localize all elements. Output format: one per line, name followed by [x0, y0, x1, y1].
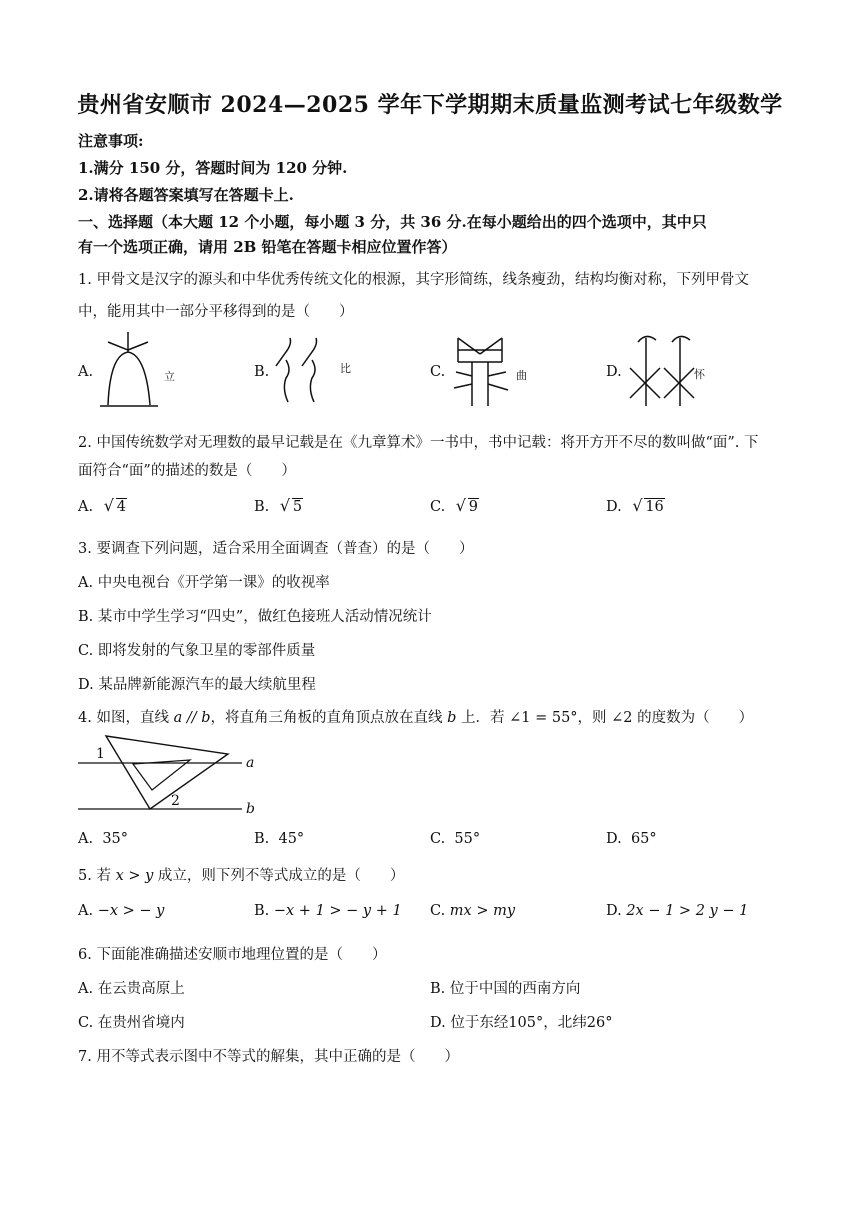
- q1-stem-line1: 1. 甲骨文是汉字的源头和中华优秀传统文化的根源，其字形简练，线条瘦劲，结构均衡对称，下列甲骨文: [78, 272, 749, 288]
- section-heading-line2: 有一个选项正确，请用 2B 铅笔在答题卡相应位置作答）: [78, 238, 457, 256]
- q5-stem-part: 成立，则下列不等式成立的是（ ）: [153, 868, 405, 884]
- section-heading-line1: 一、选择题（本大题 12 个小题，每小题 3 分，共 36 分.在每小题给出的四个选项中，其中只: [78, 213, 707, 231]
- q2-option-a-radicand: 4: [116, 499, 126, 515]
- note-item-2: 2.请将各题答案填写在答题卡上.: [78, 186, 294, 204]
- q4-stem-part: 4. 如图，直线: [78, 710, 174, 726]
- q3-option-c: C. 即将发射的气象卫星的零部件质量: [78, 643, 316, 659]
- q5-option-b: [254, 903, 402, 919]
- q5-option-b-label: B.: [254, 903, 270, 919]
- q4-option-d-value: 65°: [630, 831, 657, 847]
- q1-option-a-label: A.: [78, 364, 94, 380]
- q7-stem: 7. 用不等式表示图中不等式的解集，其中正确的是（ ）: [78, 1049, 459, 1065]
- q6-stem: 6. 下面能准确描述安顺市地理位置的是（ ）: [78, 947, 387, 963]
- q1-glyph-c: 曲: [516, 369, 527, 382]
- q5-stem: [78, 864, 404, 885]
- line-b-label: b: [246, 801, 255, 817]
- q3-option-d: D. 某品牌新能源汽车的最大续航里程: [78, 677, 316, 693]
- notes-heading: 注意事项:: [78, 132, 144, 150]
- q4-option-a-value: 35°: [102, 831, 129, 847]
- q2-option-c: C. √ 9: [430, 496, 479, 515]
- q1-glyph-b: 比: [340, 362, 351, 375]
- q5-option-a-expr: −x > − y: [97, 903, 165, 919]
- q4-option-d-label: D.: [606, 831, 622, 847]
- q1-option-b-label: B.: [254, 364, 270, 380]
- q2-option-d-label: D.: [606, 499, 622, 515]
- q4-option-c: [430, 831, 480, 847]
- q6-option-c: C. 在贵州省境内: [78, 1015, 185, 1031]
- q1-option-c-label: C.: [430, 364, 446, 380]
- q2-option-a: A. √ 4: [78, 496, 126, 515]
- q3-stem: 3. 要调查下列问题，适合采用全面调查（普查）的是（ ）: [78, 541, 474, 557]
- q4-option-b-value: 45°: [278, 831, 305, 847]
- q4-stem-math: b: [447, 710, 457, 726]
- q2-option-d-radicand: 16: [645, 499, 664, 515]
- q4-triangle-figure: [78, 732, 268, 822]
- q5-option-d-label: D.: [606, 903, 622, 919]
- q4-option-d: [606, 831, 657, 847]
- note-item-1: 1.满分 150 分，答题时间为 120 分钟.: [78, 159, 348, 177]
- q5-stem-math: x > y: [115, 868, 154, 884]
- q5-option-d: [606, 903, 748, 919]
- q6-option-b: B. 位于中国的西南方向: [430, 981, 581, 997]
- q2-option-b-radicand: 5: [292, 499, 303, 515]
- q4-stem: [78, 706, 753, 727]
- q2-option-d: D. √ 16: [606, 496, 664, 515]
- q1-stem-line2: 中，能用其中一部分平移得到的是（ ）: [78, 304, 354, 320]
- q5-option-a: [78, 903, 164, 919]
- q6-option-d: D. 位于东经105°，北纬26°: [430, 1015, 613, 1031]
- q4-option-a: [78, 831, 128, 847]
- q5-option-a-label: A.: [78, 903, 94, 919]
- line-a-label: a: [246, 755, 255, 771]
- q4-option-b-label: B.: [254, 831, 270, 847]
- q6-option-a: A. 在云贵高原上: [78, 981, 185, 997]
- q4-stem-part: 上．若 ∠1 = 55°，则 ∠2 的度数为（ ）: [456, 710, 754, 726]
- q3-option-a: A. 中央电视台《开学第一课》的收视率: [78, 575, 330, 591]
- inner-triangle: [133, 760, 190, 790]
- q2-option-b-label: B.: [254, 499, 270, 515]
- q5-option-c-expr: mx > my: [449, 903, 516, 919]
- q4-stem-part: ，将直角三角板的直角顶点放在直线: [210, 710, 448, 726]
- q4-option-c-value: 55°: [454, 831, 481, 847]
- angle-1-label: 1: [96, 746, 105, 762]
- q5-option-d-expr: 2x − 1 > 2 y − 1: [626, 903, 749, 919]
- q2-stem-line1: 2. 中国传统数学对无理数的最早记载是在《九章算术》一书中，书中记载：将开方开不尽的数叫做“面”. 下: [78, 435, 759, 451]
- q5-option-c-label: C.: [430, 903, 446, 919]
- page-title: 贵州省安顺市 2024—2025 学年下学期期末质量监测考试七年级数学: [77, 92, 783, 118]
- q4-stem-math: a // b: [173, 710, 211, 726]
- q2-option-c-label: C.: [430, 499, 446, 515]
- q2-option-a-label: A.: [78, 499, 94, 515]
- q4-option-a-label: A.: [78, 831, 94, 847]
- q1-option-d-label: D.: [606, 364, 622, 380]
- oracle-qu-figure: [450, 332, 550, 408]
- q1-glyph-a: 立: [164, 370, 175, 383]
- q3-option-b: B. 某市中学生学习“四史”，做红色接班人活动情况统计: [78, 609, 432, 625]
- q5-option-b-expr: −x + 1 > − y + 1: [273, 903, 402, 919]
- q2-stem-line2: 面符合“面”的描述的数是（ ）: [78, 463, 296, 479]
- outer-triangle: [106, 736, 228, 809]
- q2-option-b: B. √ 5: [254, 496, 303, 515]
- oracle-huai-figure: [626, 332, 736, 408]
- oracle-bi-figure: [272, 334, 362, 404]
- q2-option-c-radicand: 9: [468, 499, 479, 515]
- q5-option-c: [430, 903, 515, 919]
- q5-stem-part: 5. 若: [78, 868, 116, 884]
- q4-option-b: [254, 831, 304, 847]
- oracle-li-figure: [98, 330, 188, 412]
- angle-2-label: 2: [171, 793, 180, 809]
- q1-glyph-d: 怀: [694, 368, 705, 381]
- q4-option-c-label: C.: [430, 831, 446, 847]
